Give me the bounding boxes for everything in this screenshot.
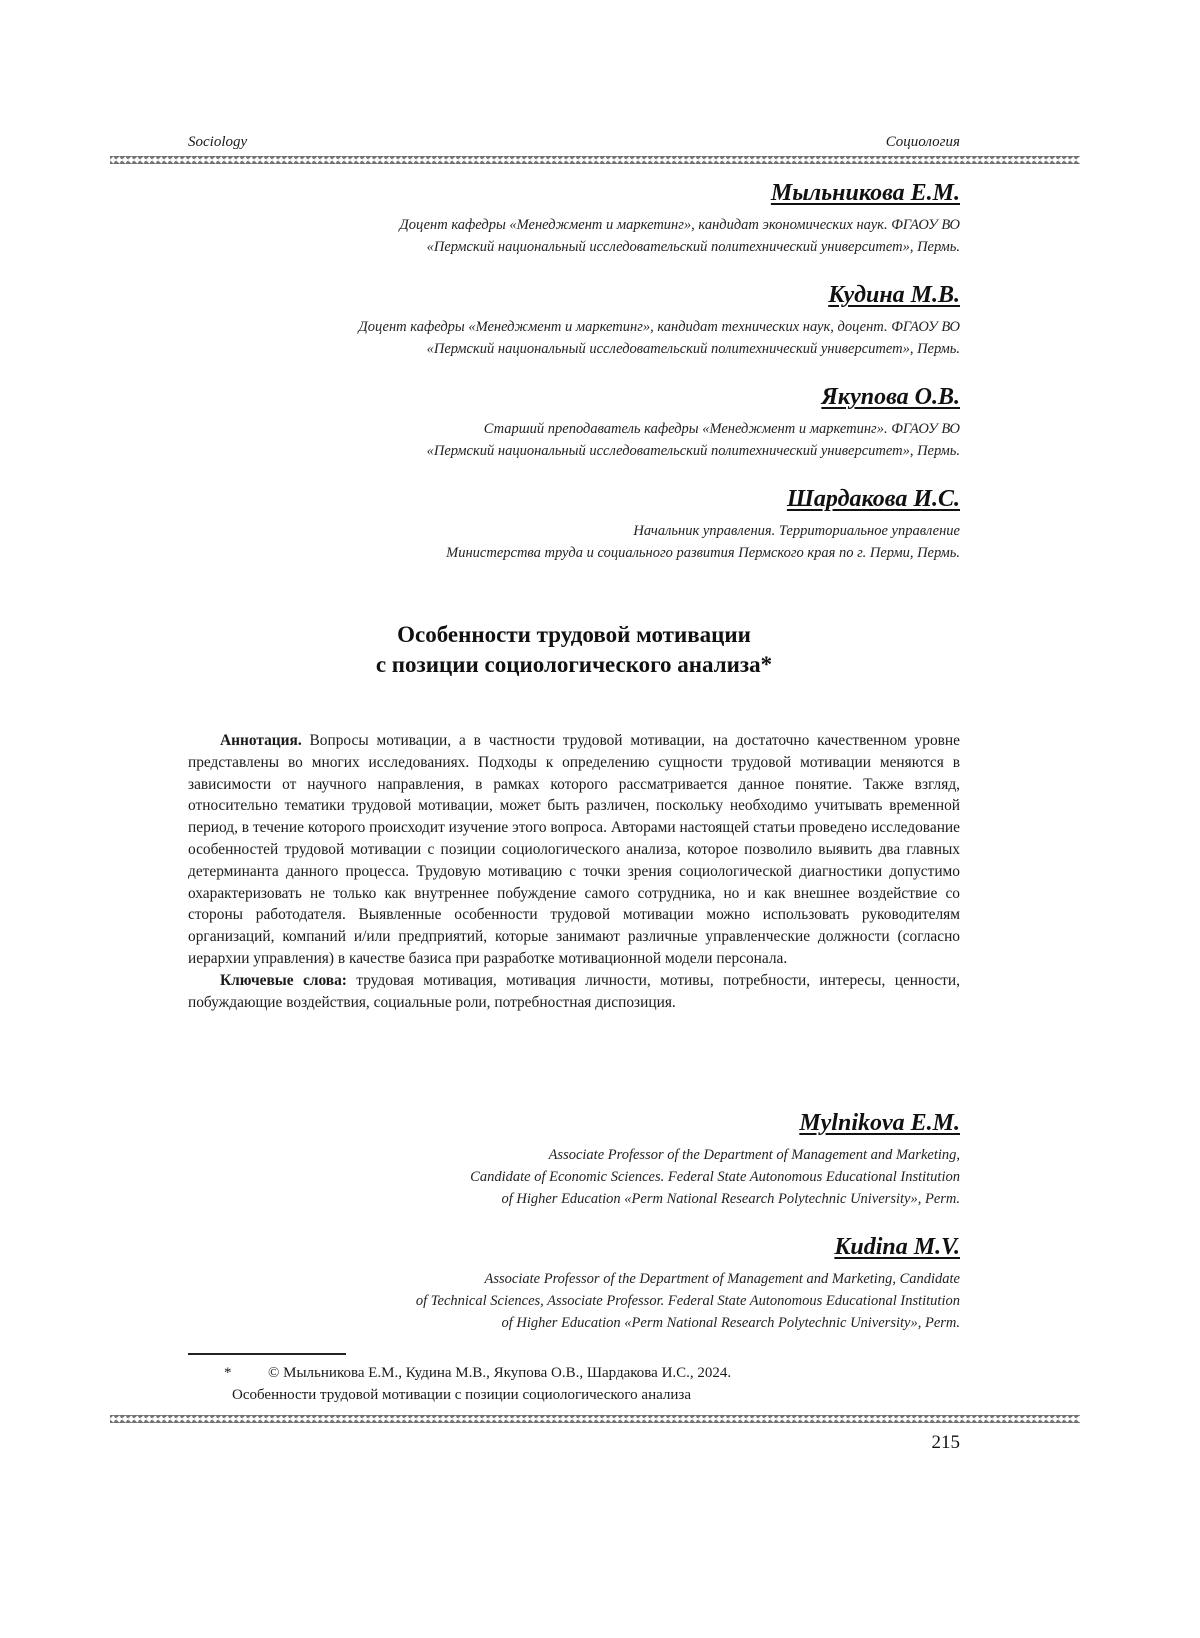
affiliation-line: of Higher Education «Perm National Research Polytechnic University», Perm. — [501, 1315, 960, 1331]
affiliation-line: Начальник управления. Территориальное управление — [633, 523, 960, 539]
author-name: Мыльникова Е.М. — [770, 180, 960, 206]
footnote-copyright: © Мыльникова Е.М., Кудина М.В., Якупова О.В., Шардакова И.С., 2024. — [268, 1365, 732, 1381]
affiliation-line: Associate Professor of the Department of Management and Marketing, — [548, 1147, 960, 1163]
author-name: Кудина М.В. — [828, 282, 960, 308]
author-block-ru-4 — [446, 486, 960, 564]
footnote-mark: * — [224, 1365, 232, 1381]
affiliation-line: «Пермский национальный исследовательский политехнический университет», Пермь. — [426, 239, 960, 255]
affiliation-line: of Higher Education «Perm National Research Polytechnic University», Perm. — [501, 1191, 960, 1207]
running-head-left: Sociology — [188, 134, 248, 150]
keywords-label: Ключевые слова: — [220, 971, 347, 989]
footnote — [224, 1362, 732, 1406]
footnote-line-1 — [224, 1362, 732, 1384]
affiliation-line: Доцент кафедры «Менеджмент и маркетинг», кандидат экономических наук. ФГАОУ ВО — [399, 217, 960, 233]
author-affiliation — [427, 418, 960, 462]
author-name: Якупова О.В. — [821, 384, 960, 410]
running-head-right: Социология — [885, 134, 960, 150]
affiliation-line: Candidate of Economic Sciences. Federal State Autonomous Educational Institution — [470, 1169, 960, 1185]
author-name: Kudina M.V. — [834, 1234, 960, 1260]
affiliation-line: Associate Professor of the Department of Management and Marketing, Candidate — [484, 1271, 960, 1287]
affiliation-line: Министерства труда и социального развития Пермского края по г. Перми, Пермь. — [446, 545, 960, 561]
title-line-2: с позиции социологического анализа* — [375, 652, 773, 677]
author-block-en-1 — [470, 1110, 960, 1210]
abstract-text: Вопросы мотивации, а в частности трудовой мотивации, на достаточно качественном уровне представлены во многих исследованиях. Подходы к определению сущности трудовой мотивации меняются в зависимости от научного направления, в рамках которого рассматривается данное понятие. Также взгляд, относительно тематики трудовой мотивации, может быть различен, поскольку необходимо учитывать временной период, в течение которого происходит изучение этого вопроса. Авторами настоящей статьи проведено исследование особенностей трудовой мотивации с позиции социологического анализа, которое позволило выявить два главных детерминанта данного процесса. Трудовую мотивацию с точки зрения социологической диагностики допустимо охарактеризовать не только как внутреннее побуждение самого сотрудника, но и как внешнее воздействие со стороны работодателя. Выявленные особенности трудовой мотивации можно использовать руководителям организаций, компаний и/или предприятий, которые занимают различные управленческие должности (согласно иерархии управления) в качестве базиса при разработке мотивационной модели персонала. — [188, 732, 960, 967]
abstract — [188, 730, 960, 1013]
footnote-line-2: Особенности трудовой мотивации с позиции социологического анализа — [232, 1387, 691, 1403]
author-affiliation — [416, 1268, 960, 1334]
author-block-ru-1 — [400, 180, 960, 258]
affiliation-line: «Пермский национальный исследовательский политехнический университет», Пермь. — [426, 341, 960, 357]
affiliation-line: Доцент кафедры «Менеджмент и маркетинг», кандидат технических наук, доцент. ФГАОУ ВО — [358, 319, 960, 335]
abstract-label: Аннотация. — [220, 732, 302, 749]
page-number: 215 — [931, 1432, 960, 1453]
author-block-ru-3 — [427, 384, 960, 462]
abstract-paragraph — [188, 730, 960, 970]
article-title — [188, 620, 960, 680]
affiliation-line: «Пермский национальный исследовательский политехнический университет», Пермь. — [426, 443, 960, 459]
affiliation-line: Старший преподаватель кафедры «Менеджмент и маркетинг». ФГАОУ ВО — [483, 421, 960, 437]
author-affiliation — [358, 316, 960, 360]
top-ornament-rule — [110, 156, 1080, 164]
author-name: Шардакова И.С. — [786, 486, 960, 512]
title-line-1: Особенности трудовой мотивации — [397, 622, 751, 647]
bottom-ornament-rule — [110, 1415, 1080, 1423]
author-affiliation — [470, 1144, 960, 1210]
keywords-text: трудовая мотивация, мотивация личности, мотивы, потребности, интересы, ценности, побуждающие воздействия, социальные роли, потребностная диспозиция. — [188, 971, 960, 1011]
author-affiliation — [400, 214, 960, 258]
author-affiliation — [446, 520, 960, 564]
author-block-ru-2 — [358, 282, 960, 360]
footnote-rule — [188, 1353, 346, 1355]
running-head — [188, 134, 960, 151]
author-block-en-2 — [416, 1234, 960, 1334]
keywords-paragraph — [188, 970, 960, 1014]
author-name: Mylnikova E.M. — [799, 1110, 960, 1136]
affiliation-line: of Technical Sciences, Associate Professor. Federal State Autonomous Educational Institution — [415, 1293, 960, 1309]
